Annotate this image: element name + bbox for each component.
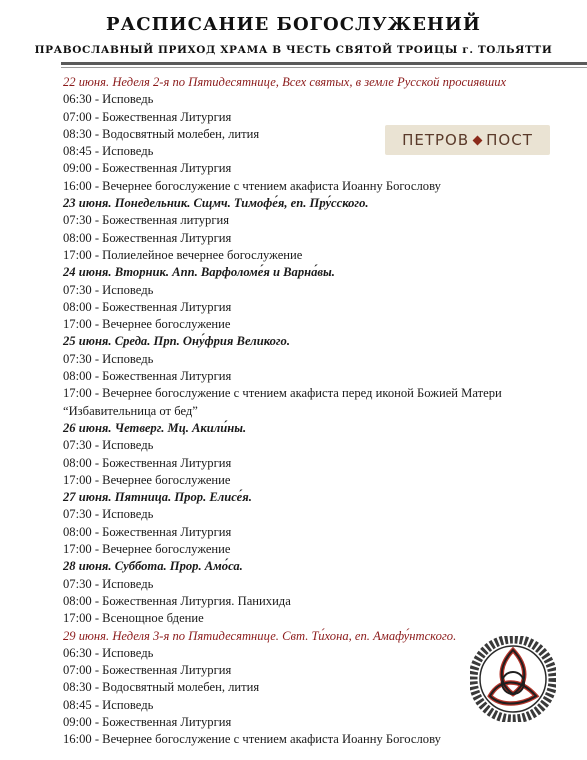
schedule-service-item: 17:00 - Всенощное бдение bbox=[63, 611, 204, 626]
trinity-knot-emblem-icon bbox=[470, 636, 556, 722]
schedule-service-item: 08:00 - Божественная Литургия bbox=[63, 369, 232, 384]
schedule-day-heading: 27 июня. Пятница. Прор. Елисе́я. bbox=[63, 490, 252, 505]
schedule-service-item: 07:30 - Исповедь bbox=[63, 438, 154, 453]
schedule-service-item: 07:30 - Исповедь bbox=[63, 282, 154, 297]
schedule-service-item: 07:30 - Божественная литургия bbox=[63, 213, 230, 228]
schedule-service-item: 07:00 - Божественная Литургия bbox=[63, 109, 232, 124]
schedule-service-item: 17:00 - Полиелейное вечернее богослужение bbox=[63, 247, 303, 262]
schedule-service-item: 08:00 - Божественная Литургия. Панихида bbox=[63, 593, 291, 608]
schedule-service-item: 08:00 - Божественная Литургия bbox=[63, 524, 232, 539]
header-divider-thick bbox=[61, 62, 587, 65]
badge-word-right: ПОСТ bbox=[486, 131, 533, 149]
schedule-service-item: 06:30 - Исповедь bbox=[63, 92, 154, 107]
diamond-icon bbox=[473, 135, 483, 145]
schedule-service-item: “Избавительница от бед” bbox=[63, 403, 198, 418]
schedule-day-heading: 25 июня. Среда. Прп. Ону́фрия Великого. bbox=[63, 334, 290, 349]
schedule-service-item: 08:30 - Водосвятный молебен, лития bbox=[63, 680, 260, 695]
schedule-service-item: 07:30 - Исповедь bbox=[63, 576, 154, 591]
schedule-service-item: 17:00 - Вечернее богослужение с чтением акафиста перед иконой Божией Матери bbox=[63, 386, 502, 401]
schedule-day-heading: 22 июня. Неделя 2-я по Пятидесятнице, Всех святых, в земле Русской просиявших bbox=[63, 75, 507, 89]
schedule-service-item: 17:00 - Вечернее богослужение bbox=[63, 542, 231, 557]
schedule-day-heading: 24 июня. Вторник. Апп. Варфоломе́я и Варна́вы. bbox=[63, 265, 335, 280]
schedule-service-item: 09:00 - Божественная Литургия bbox=[63, 161, 232, 176]
schedule-service-item: 16:00 - Вечернее богослужение с чтением акафиста Иоанну Богослову bbox=[63, 732, 441, 747]
schedule-service-item: 06:30 - Исповедь bbox=[63, 645, 154, 660]
parish-subtitle: ПРАВОСЛАВНЫЙ ПРИХОД ХРАМА В ЧЕСТЬ СВЯТОЙ ТРОИЦЫ г. ТОЛЬЯТТИ bbox=[34, 44, 553, 56]
schedule-service-item: 17:00 - Вечернее богослужение bbox=[63, 472, 231, 487]
schedule-day-heading: 29 июня. Неделя 3-я по Пятидесятнице. Свт. Ти́хона, еп. Амафу́нтского. bbox=[63, 628, 457, 643]
schedule-service-item: 08:30 - Водосвятный молебен, лития bbox=[63, 126, 260, 141]
schedule-day-heading: 26 июня. Четверг. Мц. Акили́ны. bbox=[63, 420, 247, 435]
schedule-service-item: 07:30 - Исповедь bbox=[63, 507, 154, 522]
petrov-post-badge bbox=[385, 125, 550, 155]
schedule-service-item: 08:00 - Божественная Литургия bbox=[63, 230, 232, 245]
schedule-service-item: 09:00 - Божественная Литургия bbox=[63, 714, 232, 729]
schedule-day-heading: 23 июня. Понедельник. Сщмч. Тимофе́я, еп. Пру́сского. bbox=[63, 196, 369, 211]
schedule-service-item: 08:45 - Исповедь bbox=[63, 697, 154, 712]
schedule-day-heading: 28 июня. Суббота. Прор. Амо́са. bbox=[63, 559, 243, 574]
page-title: РАСПИСАНИЕ БОГОСЛУЖЕНИЙ bbox=[106, 14, 481, 35]
schedule-service-item: 08:45 - Исповедь bbox=[63, 144, 154, 159]
schedule-service-item: 17:00 - Вечернее богослужение bbox=[63, 317, 231, 332]
schedule-service-item: 08:00 - Божественная Литургия bbox=[63, 299, 232, 314]
schedule-service-item: 07:00 - Божественная Литургия bbox=[63, 663, 232, 678]
schedule-service-item: 16:00 - Вечернее богослужение с чтением акафиста Иоанну Богослову bbox=[63, 178, 441, 193]
header-divider-thin bbox=[61, 67, 587, 68]
badge-word-left: ПЕТРОВ bbox=[402, 131, 470, 149]
schedule-service-item: 07:30 - Исповедь bbox=[63, 351, 154, 366]
schedule-service-item: 08:00 - Божественная Литургия bbox=[63, 455, 232, 470]
